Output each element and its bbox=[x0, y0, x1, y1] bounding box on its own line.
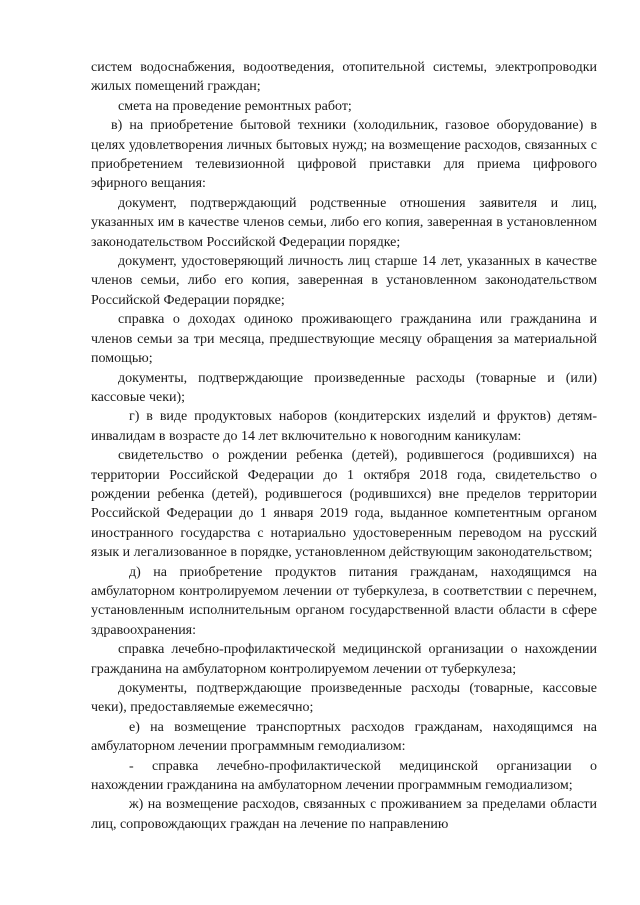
paragraph-11: справка лечебно-профилактической медицинской организации о нахождении гражданина на амбулаторном контролируемом лечении от туберкулеза; bbox=[91, 642, 597, 677]
paragraph-7: документы, подтверждающие произведенные расходы (товарные и (или) кассовые чеки); bbox=[91, 370, 597, 405]
paragraph-2: смета на проведение ремонтных работ; bbox=[118, 98, 352, 114]
paragraph-6: справка о доходах одиноко проживающего гражданина или гражданина и членов семьи за три месяца, предшествующие месяцу обращения за материальной помощью; bbox=[91, 312, 597, 367]
paragraph-12: документы, подтверждающие произведенные расходы (товарные, кассовые чеки), предоставляемые ежемесячно; bbox=[91, 681, 597, 716]
paragraph-13: е) на возмещение транспортных расходов гражданам, находящимся на амбулаторном лечении программным гемодиализом: bbox=[91, 719, 597, 755]
paragraph-14: - справка лечебно-профилактической медицинской организации о нахождении гражданина на амбулаторном лечении программным гемодиализом; bbox=[91, 758, 597, 794]
paragraph-4: документ, подтверждающий родственные отношения заявителя и лиц, указанных им в качестве членов семьи, либо его копия, заверенная в установленном законодательством Российской Федерации порядке; bbox=[91, 195, 597, 250]
paragraph-10: д) на приобретение продуктов питания гражданам, находящимся на амбулаторном контролируемом лечении от туберкулеза, в соответствии с перечнем, установленным исполнительным органом государственной власти области в сфере здравоохранения: bbox=[91, 564, 597, 638]
paragraph-8: г) в виде продуктовых наборов (кондитерских изделий и фруктов) детям-инвалидам в возрасте до 14 лет включительно к новогодним каникулам: bbox=[91, 409, 597, 444]
paragraph-1: систем водоснабжения, водоотведения, отопительной системы, электропроводки жилых помещений граждан; bbox=[91, 60, 597, 95]
paragraph-15: ж) на возмещение расходов, связанных с проживанием за пределами области лиц, сопровождающих граждан на лечение по направлению bbox=[91, 797, 597, 832]
paragraph-9: свидетельство о рождении ребенка (детей), родившегося (родившихся) на территории Российской Федерации до 1 октября 2018 года, свидетельство о рождении ребенка (детей), родившегося (родившихся) вне пределов территории Российской Федерации до 1 января 2019 года, выданное компетентным органом иностранного государства с нотариально удостоверенным переводом на русский язык и легализованное в порядке, установленном действующим законодательством; bbox=[91, 448, 597, 561]
document-page bbox=[91, 58, 597, 834]
paragraph-5: документ, удостоверяющий личность лиц старше 14 лет, указанных в качестве членов семьи, либо его копия, заверенная в установленном законодательством Российской Федерации порядке; bbox=[91, 254, 597, 308]
paragraph-3: в) на приобретение бытовой техники (холодильник, газовое оборудование) в целях удовлетворения личных бытовых нужд; на возмещение расходов, связанных с приобретением телевизионной цифровой приставки для приема цифрового эфирного вещания: bbox=[91, 118, 597, 192]
